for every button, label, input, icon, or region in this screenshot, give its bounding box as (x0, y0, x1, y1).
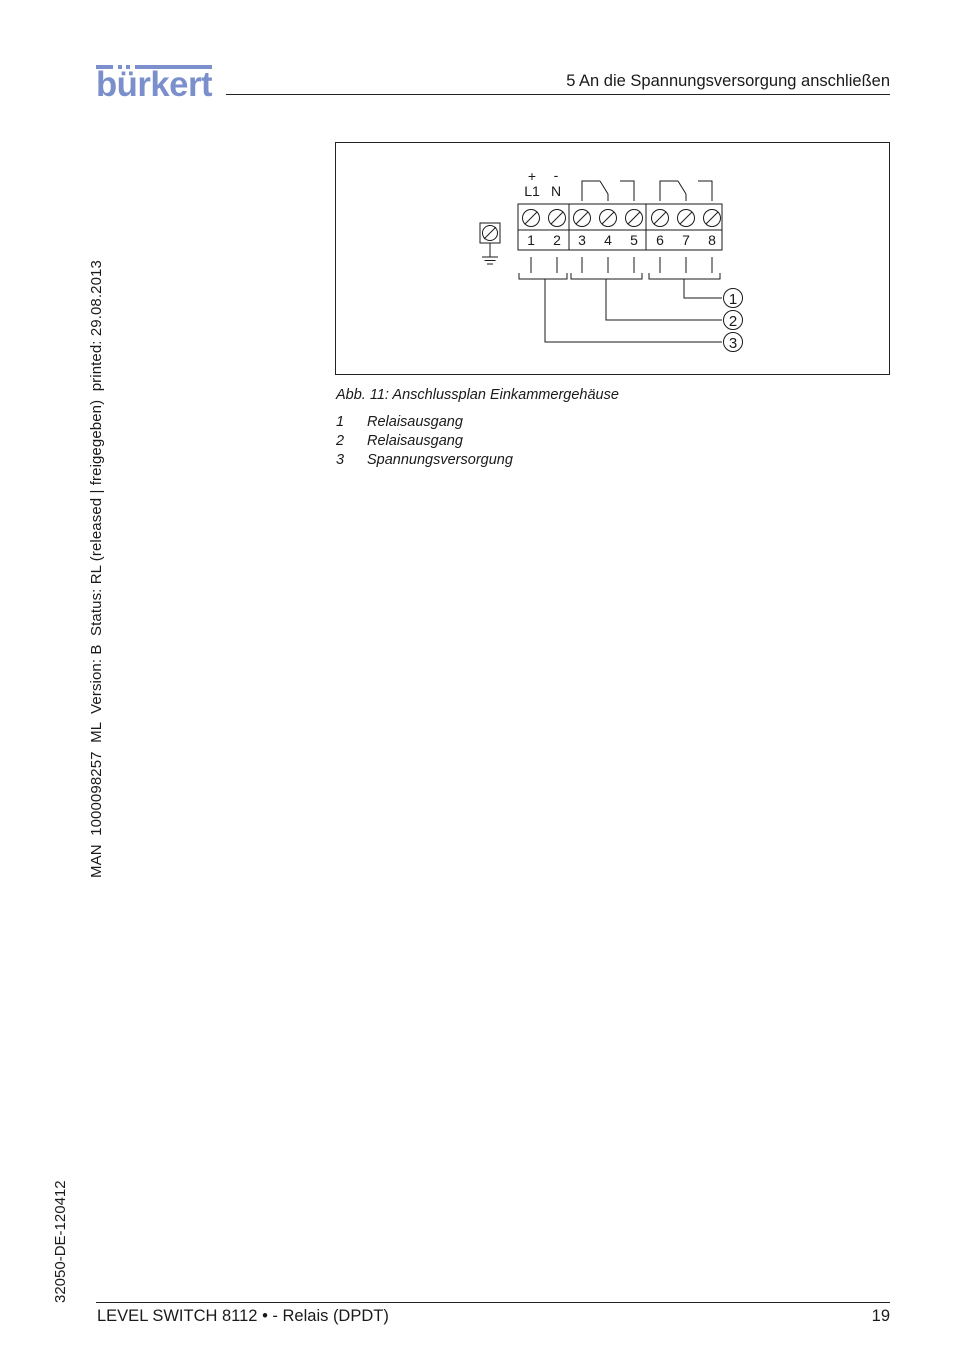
svg-text:2: 2 (728, 313, 738, 330)
page-number: 19 (871, 1307, 890, 1325)
legend-text: Relaisausgang (367, 433, 463, 449)
relay-contact-1 (582, 181, 634, 201)
legend-item (336, 413, 513, 432)
screw-4 (600, 210, 617, 227)
document-number: 32050-DE-120412 (52, 1180, 69, 1303)
polarity-plus: + (527, 168, 537, 184)
callout-2 (724, 311, 743, 331)
legend-item (336, 451, 513, 470)
header-divider (226, 94, 890, 95)
relay-contact-2 (660, 181, 712, 201)
wire-stubs (531, 257, 712, 273)
screw-1 (523, 210, 540, 227)
polarity-minus: - (553, 167, 559, 183)
screw-3 (574, 210, 591, 227)
screw-8 (704, 210, 721, 227)
label-n: N (550, 183, 562, 199)
logo-wordmark: bürkert (96, 65, 213, 100)
terminal-number: 1 (527, 232, 535, 248)
terminal-number: 8 (708, 232, 716, 248)
document-meta: MAN 1000098257 ML Version: B Status: RL (released | freigegeben) printed: 29.08.2013 (88, 260, 105, 878)
footer-divider (96, 1302, 890, 1303)
terminal-block (518, 204, 722, 250)
callout-3 (724, 333, 743, 353)
terminal-number: 5 (630, 232, 638, 248)
legend-text: Relaisausgang (367, 414, 463, 430)
terminal-number: 7 (682, 232, 690, 248)
callout-1 (724, 289, 743, 309)
legend-number: 2 (336, 433, 345, 449)
figure-legend (336, 413, 513, 470)
ground-terminal (480, 223, 500, 264)
screw-5 (626, 210, 643, 227)
label-l1: L1 (524, 183, 540, 199)
terminal-number: 4 (604, 232, 612, 248)
terminal-number: 2 (553, 232, 561, 248)
chapter-title: 5 An die Spannungsversorgung anschließen (566, 72, 890, 90)
legend-number: 1 (336, 414, 345, 430)
legend-number: 3 (336, 452, 345, 468)
legend-item (336, 432, 513, 451)
legend-text: Spannungsversorgung (367, 452, 513, 468)
group-brackets (519, 273, 720, 279)
footer-title: LEVEL SWITCH 8112 • - Relais (DPDT) (97, 1307, 389, 1325)
screw-2 (549, 210, 566, 227)
burkert-logo (96, 60, 216, 100)
svg-text:1: 1 (728, 291, 738, 308)
wiring-diagram (335, 142, 890, 375)
leader-lines (545, 279, 722, 342)
figure-caption: Abb. 11: Anschlussplan Einkammergehäuse (336, 387, 619, 403)
terminal-number: 6 (656, 232, 664, 248)
terminal-number: 3 (578, 232, 586, 248)
svg-text:3: 3 (728, 335, 738, 352)
screw-6 (652, 210, 669, 227)
screw-7 (678, 210, 695, 227)
